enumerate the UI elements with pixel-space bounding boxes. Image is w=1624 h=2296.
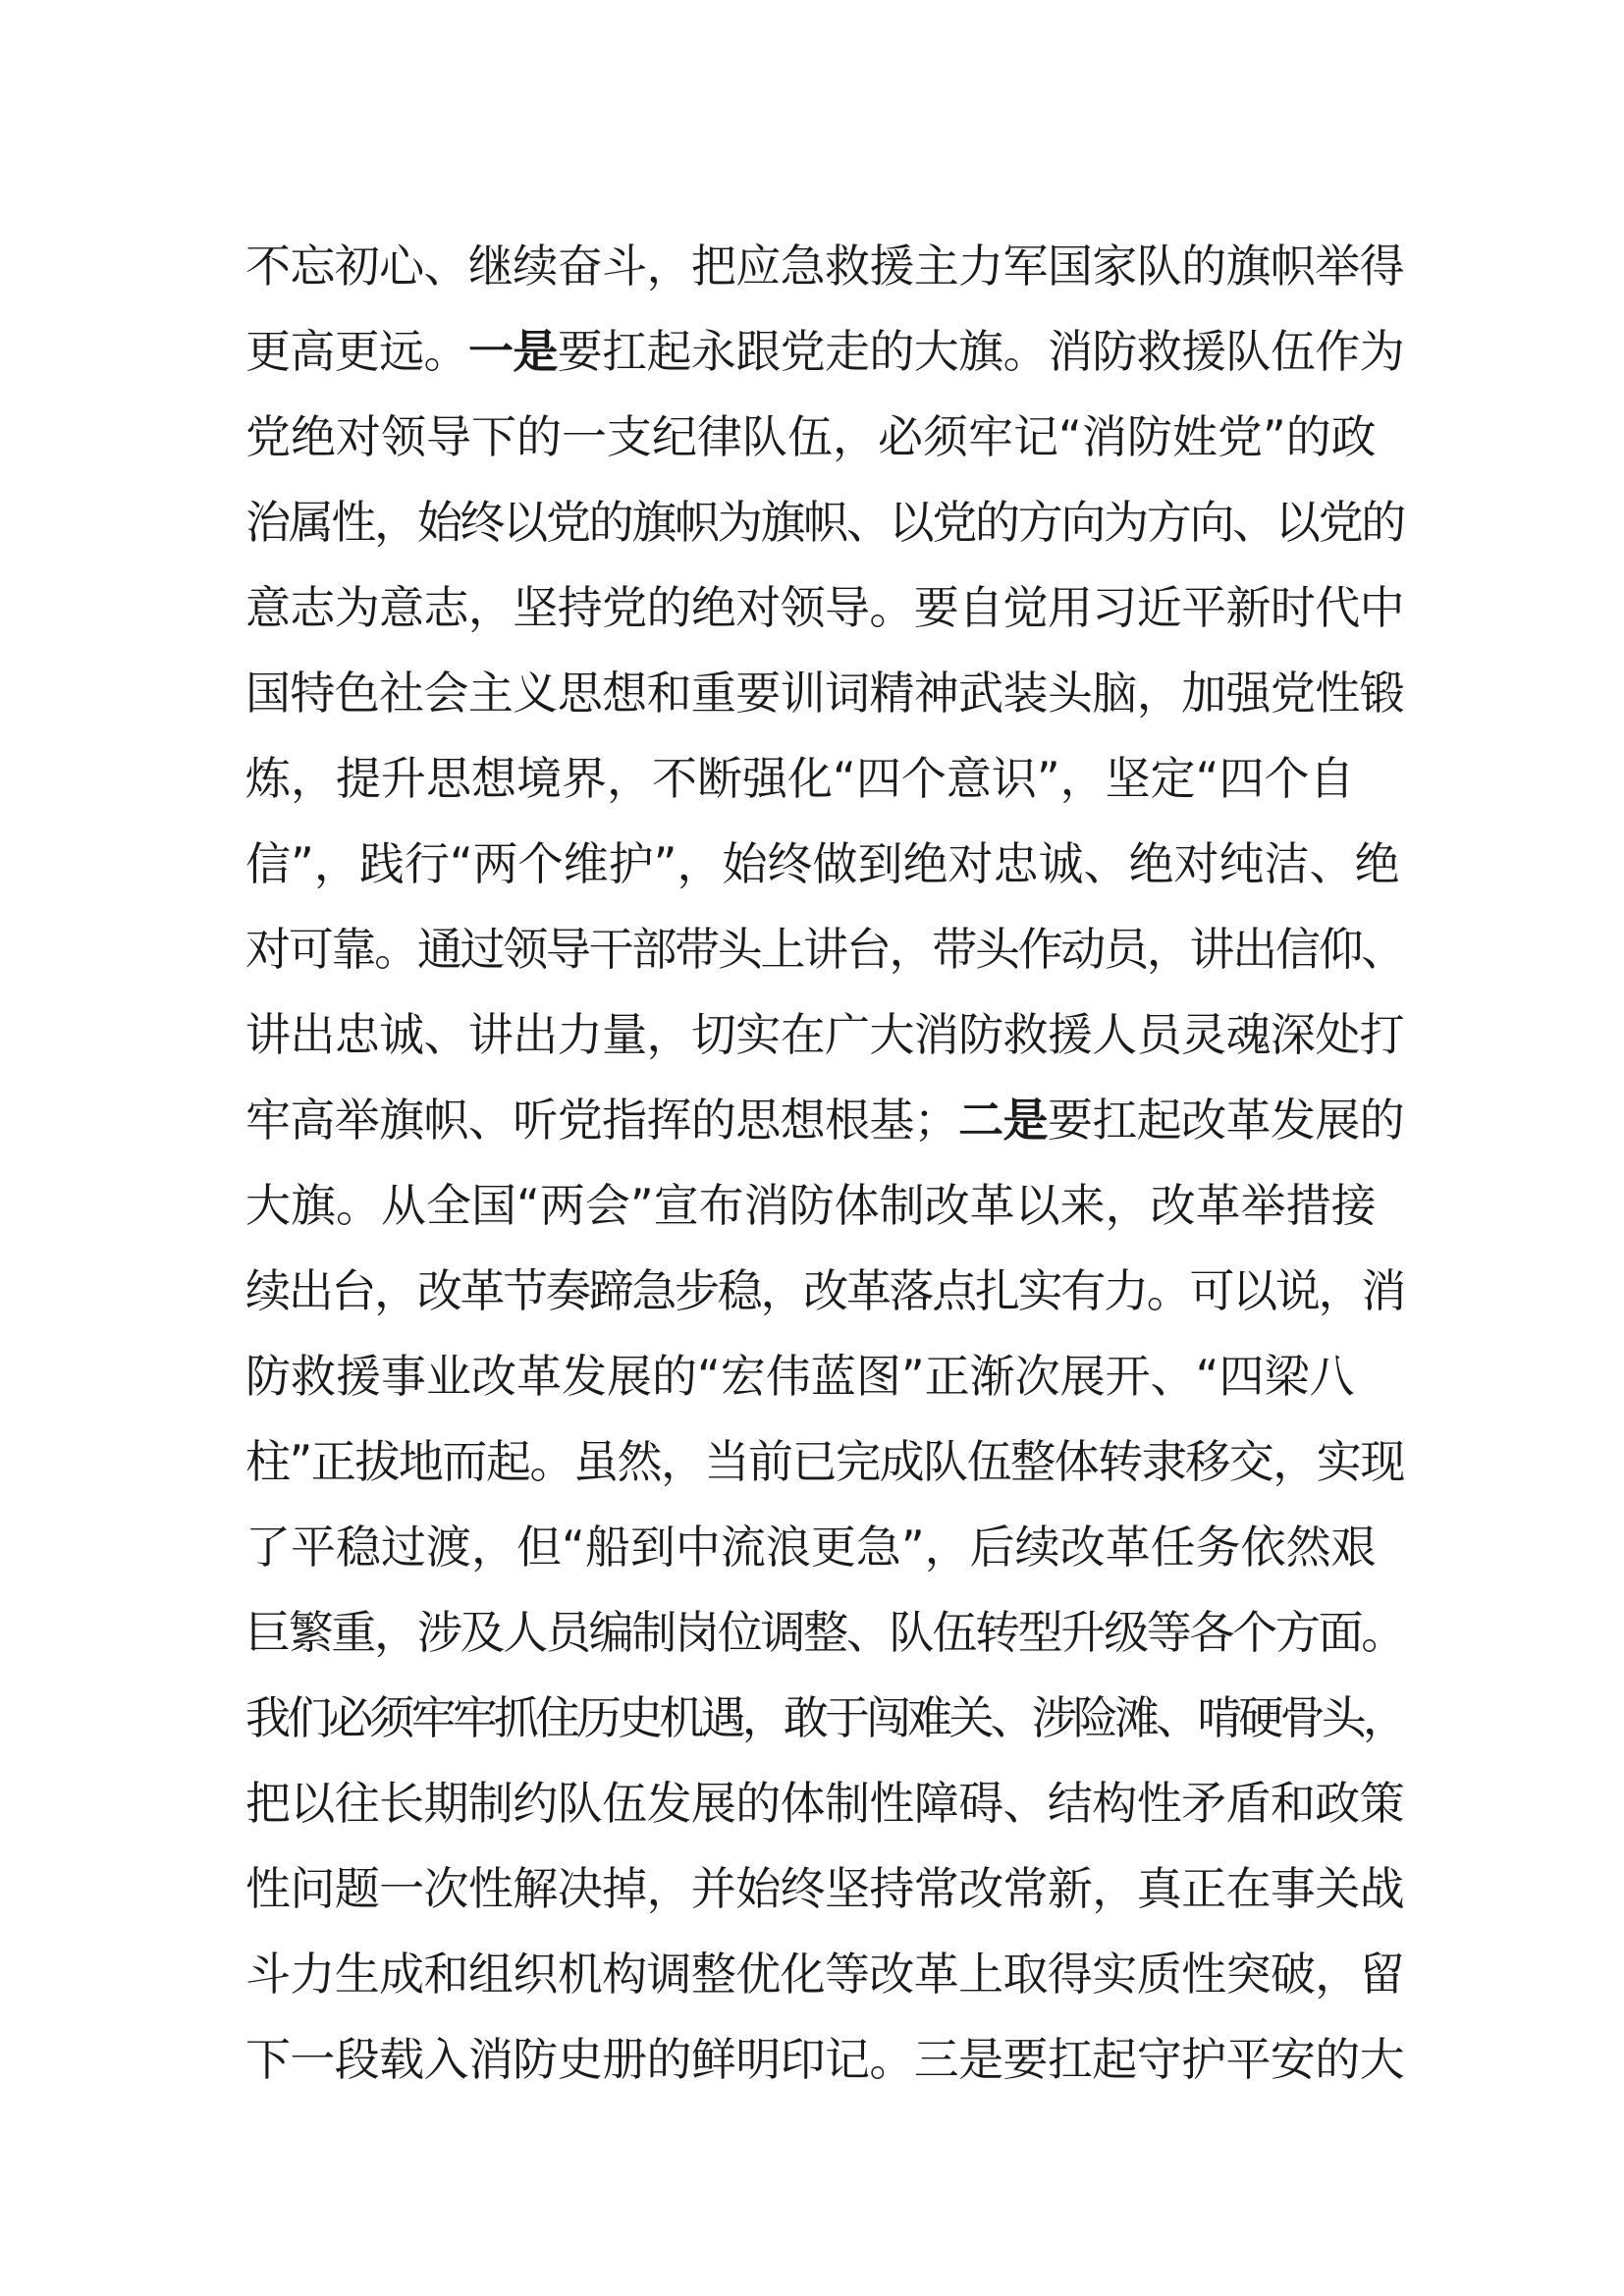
text-line: [245, 1334, 1404, 1419]
text-line: [245, 1676, 1404, 1761]
text-line: [245, 1505, 1404, 1590]
text-segment: 要扛起永跟党走的大旗。消防救援队伍作为: [557, 325, 1405, 378]
text-segment: 我们必须牢牢抓住历史机遇，敢于闯难关、涉险滩、啃硬骨头，: [245, 1691, 1405, 1744]
text-segment: 对可靠。通过领导干部带头上讲台，带头作动员，讲出信仰、: [245, 923, 1404, 976]
text-line: [245, 565, 1404, 651]
text-segment: 要扛起改革发展的: [1047, 1094, 1405, 1147]
text-segment: 斗力生成和组织机构调整优化等改革上取得实质性突破，留: [245, 1948, 1405, 2001]
text-line: [245, 907, 1404, 992]
text-line: [245, 224, 1404, 309]
text-segment: 治属性，始终以党的旗帜为旗帜、以党的方向为方向、以党的: [245, 496, 1404, 549]
text-line: [245, 1249, 1404, 1334]
text-segment: 大旗。从全国“两会”宣布消防体制改革以来，改革举措接: [245, 1179, 1377, 1232]
text-line: [245, 1932, 1404, 2017]
text-line: [245, 1846, 1404, 1932]
text-line: [245, 651, 1404, 736]
text-segment: 不忘初心、继续奋斗，把应急救援主力军国家队的旗帜举得: [245, 240, 1405, 293]
text-segment: 了平稳过渡，但“船到中流浪更急”，后续改革任务依然艰: [245, 1521, 1377, 1574]
text-segment: 党绝对领导下的一支纪律队伍，必须牢记“消防姓党”的政: [245, 410, 1377, 463]
text-segment: 国特色社会主义思想和重要训词精神武装头脑，加强党性锻: [245, 667, 1405, 720]
text-segment: 更高更远。: [245, 325, 468, 378]
text-line: [245, 1590, 1404, 1676]
text-segment: 讲出忠诚、讲出力量，切实在广大消防救援人员灵魂深处打: [245, 1008, 1405, 1061]
text-line: [245, 2017, 1404, 2103]
text-line: [245, 992, 1404, 1078]
text-segment: 防救援事业改革发展的“宏伟蓝图”正渐次展开、“四梁八: [245, 1350, 1355, 1403]
text-segment-bold: 一是: [467, 325, 558, 378]
text-line: [245, 1761, 1404, 1846]
text-line: [245, 1163, 1404, 1249]
text-segment: 性问题一次性解决掉，并始终坚持常改常新，真正在事关战: [245, 1862, 1405, 1915]
text-line: [245, 822, 1404, 907]
text-line: [245, 395, 1404, 480]
text-segment: 下一段载入消防史册的鲜明印记。三是要扛起守护平安的大: [245, 2033, 1405, 2086]
text-segment: 续出台，改革节奏蹄急步稳，改革落点扎实有力。可以说，消: [245, 1264, 1404, 1317]
text-line: [245, 1078, 1404, 1163]
text-segment: 牢高举旗帜、听党指挥的思想根基；: [245, 1094, 959, 1147]
text-line: [245, 1419, 1404, 1505]
text-segment: 信”，践行“两个维护”，始终做到绝对忠诚、绝对纯洁、绝: [245, 837, 1400, 890]
text-segment-bold: 二是: [958, 1094, 1048, 1147]
text-line: [245, 736, 1404, 822]
body-text: [245, 224, 1404, 2103]
text-line: [245, 480, 1404, 565]
text-segment: 意志为意志，坚持党的绝对领导。要自觉用习近平新时代中: [245, 581, 1405, 634]
text-segment: 把以往长期制约队伍发展的体制性障碍、结构性矛盾和政策: [245, 1777, 1405, 1830]
text-segment: 炼，提升思想境界，不断强化“四个意识”，坚定“四个自: [245, 752, 1355, 805]
text-line: [245, 309, 1404, 395]
text-segment: 柱”正拔地而起。虽然，当前已完成队伍整体转隶移交，实现: [245, 1435, 1404, 1488]
text-segment: 巨繁重，涉及人员编制岗位调整、队伍转型升级等各个方面。: [245, 1606, 1404, 1659]
